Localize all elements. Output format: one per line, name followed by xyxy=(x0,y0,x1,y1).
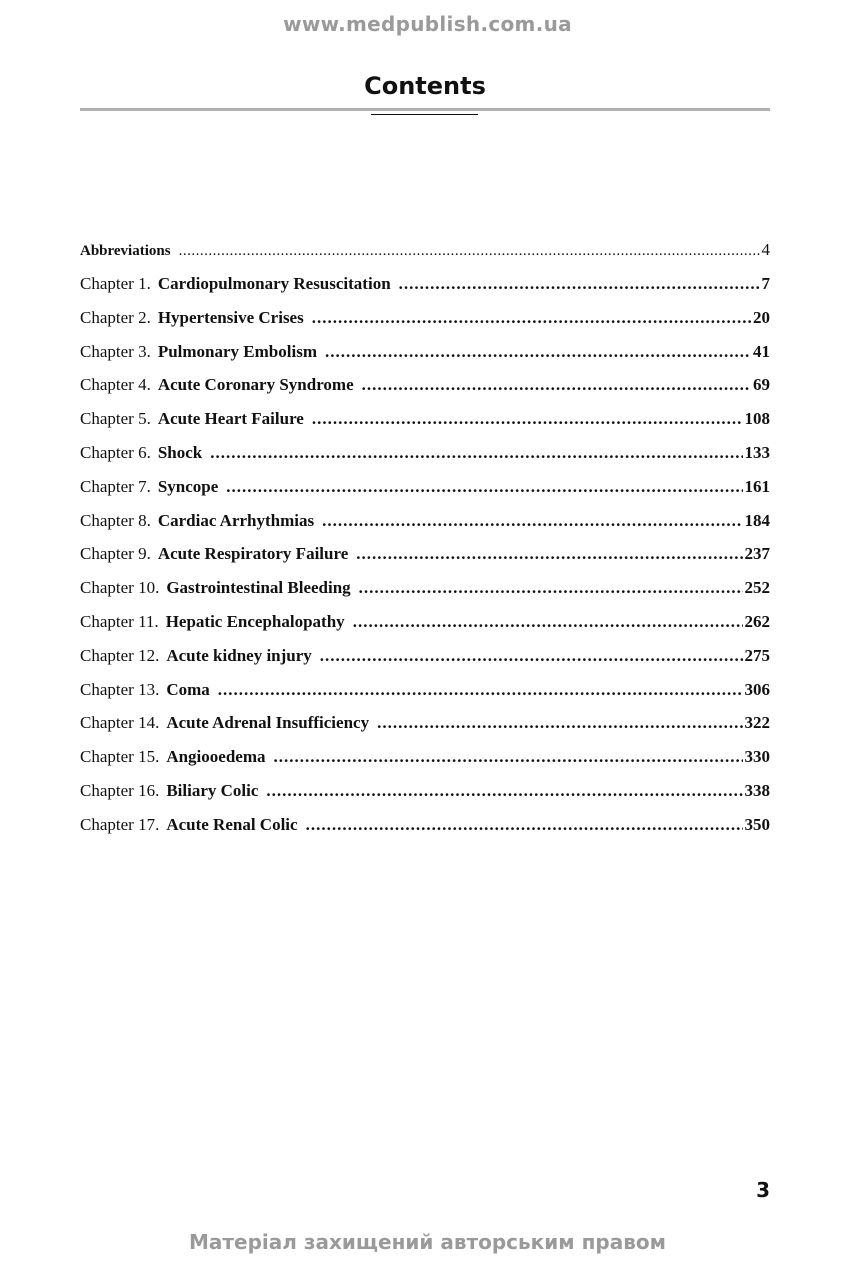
chapter-title: Acute Adrenal Insufficiency xyxy=(166,713,370,733)
dot-leader xyxy=(359,578,743,598)
chapter-title: Gastrointestinal Bleeding xyxy=(166,578,351,598)
dot-leader xyxy=(356,544,742,564)
toc-page-number: 322 xyxy=(744,713,770,733)
toc-page-number: 350 xyxy=(744,814,770,834)
chapter-prefix: Chapter 6. xyxy=(80,442,151,462)
dot-leader xyxy=(353,612,743,632)
dot-leader xyxy=(266,781,742,801)
chapter-title: Biliary Colic xyxy=(166,780,259,800)
chapter-prefix: Chapter 1. xyxy=(80,274,151,293)
toc-entry-chapter-2[interactable] xyxy=(80,308,770,342)
dot-leader xyxy=(306,815,743,835)
toc-entry-chapter-4[interactable] xyxy=(80,375,770,409)
chapter-title: Acute Renal Colic xyxy=(166,814,298,834)
chapter-prefix: Chapter 13. xyxy=(80,679,160,699)
toc-entry-chapter-17[interactable] xyxy=(80,815,770,849)
toc-page-number: 330 xyxy=(744,747,770,767)
toc-page-number: 161 xyxy=(744,476,770,496)
toc-page-number: 133 xyxy=(744,442,770,462)
dot-leader xyxy=(325,342,751,362)
toc-entry-chapter-8[interactable] xyxy=(80,511,770,545)
page-title: Contents xyxy=(364,72,486,100)
copyright-notice: Матеріал захищений авторським правом xyxy=(189,1230,666,1254)
dot-leader xyxy=(218,680,743,700)
chapter-prefix: Chapter 11. xyxy=(80,611,159,631)
toc-entry-chapter-13[interactable] xyxy=(80,680,770,714)
chapter-title: Acute Respiratory Failure xyxy=(157,544,349,564)
toc-entry-abbreviations[interactable] xyxy=(80,240,770,274)
dot-leader xyxy=(320,646,743,666)
toc-entry-chapter-16[interactable] xyxy=(80,781,770,815)
dot-leader xyxy=(399,274,760,294)
toc-page-number: 237 xyxy=(744,544,770,564)
chapter-title: Acute kidney injury xyxy=(166,645,312,665)
chapter-prefix: Chapter 5. xyxy=(80,409,151,429)
chapter-title: Hepatic Encephalopathy xyxy=(165,611,345,631)
chapter-prefix: Chapter 14. xyxy=(80,713,160,733)
chapter-prefix: Chapter 2. xyxy=(80,307,151,327)
toc-entry-chapter-9[interactable] xyxy=(80,544,770,578)
toc-entry-chapter-12[interactable] xyxy=(80,646,770,680)
dot-leader xyxy=(179,243,760,260)
toc-page-number: 306 xyxy=(744,679,770,699)
chapter-prefix: Chapter 7. xyxy=(80,476,151,496)
toc-page-number: 7 xyxy=(761,274,770,293)
dot-leader xyxy=(226,477,742,497)
toc-entry-label: Abbreviations xyxy=(80,243,171,259)
toc-page-number: 275 xyxy=(744,645,770,665)
title-rule xyxy=(80,72,770,111)
chapter-title: Acute Heart Failure xyxy=(157,409,304,429)
chapter-title: Hypertensive Crises xyxy=(157,307,304,327)
dot-leader xyxy=(312,409,743,429)
toc-page-number: 69 xyxy=(753,375,770,395)
chapter-prefix: Chapter 16. xyxy=(80,780,160,800)
chapter-title: Coma xyxy=(166,679,210,699)
dot-leader xyxy=(377,713,742,733)
chapter-prefix: Chapter 12. xyxy=(80,645,160,665)
toc-entry-chapter-1[interactable] xyxy=(80,274,770,308)
chapter-prefix: Chapter 8. xyxy=(80,510,151,530)
chapter-title: Syncope xyxy=(157,476,219,496)
toc-page-number: 252 xyxy=(744,578,770,598)
toc-entry-chapter-11[interactable] xyxy=(80,612,770,646)
chapter-title: Acute Coronary Syndrome xyxy=(157,375,354,395)
title-underline xyxy=(371,114,478,115)
toc-entry-chapter-15[interactable] xyxy=(80,747,770,781)
chapter-title: Cardiopulmonary Resuscitation xyxy=(157,274,391,293)
chapter-prefix: Chapter 4. xyxy=(80,375,151,395)
dot-leader xyxy=(322,511,742,531)
toc-entry-chapter-3[interactable] xyxy=(80,342,770,376)
dot-leader xyxy=(312,308,751,328)
chapter-prefix: Chapter 9. xyxy=(80,544,151,564)
toc-entry-chapter-10[interactable] xyxy=(80,578,770,612)
site-url-header: www.medpublish.com.ua xyxy=(283,12,572,36)
toc-entry-chapter-5[interactable] xyxy=(80,409,770,443)
chapter-title: Cardiac Arrhythmias xyxy=(157,510,315,530)
toc-page-number: 184 xyxy=(744,510,770,530)
toc-entry-chapter-7[interactable] xyxy=(80,477,770,511)
chapter-title: Shock xyxy=(157,442,203,462)
chapter-prefix: Chapter 10. xyxy=(80,578,160,598)
toc-page-number: 108 xyxy=(744,409,770,429)
toc-page-number: 338 xyxy=(744,780,770,800)
chapter-prefix: Chapter 17. xyxy=(80,814,160,834)
chapter-title: Angiooedema xyxy=(166,747,266,767)
table-of-contents xyxy=(80,240,770,849)
toc-page-number: 262 xyxy=(744,611,770,631)
dot-leader xyxy=(362,375,751,395)
chapter-prefix: Chapter 3. xyxy=(80,341,151,361)
toc-page-number: 4 xyxy=(761,240,770,259)
toc-entry-chapter-6[interactable] xyxy=(80,443,770,477)
toc-page-number: 20 xyxy=(753,307,770,327)
toc-entry-chapter-14[interactable] xyxy=(80,713,770,747)
dot-leader xyxy=(210,443,742,463)
chapter-title: Pulmonary Embolism xyxy=(157,341,317,361)
page-number: 3 xyxy=(756,1178,770,1202)
chapter-prefix: Chapter 15. xyxy=(80,747,160,767)
toc-page-number: 41 xyxy=(753,341,770,361)
dot-leader xyxy=(274,747,743,767)
